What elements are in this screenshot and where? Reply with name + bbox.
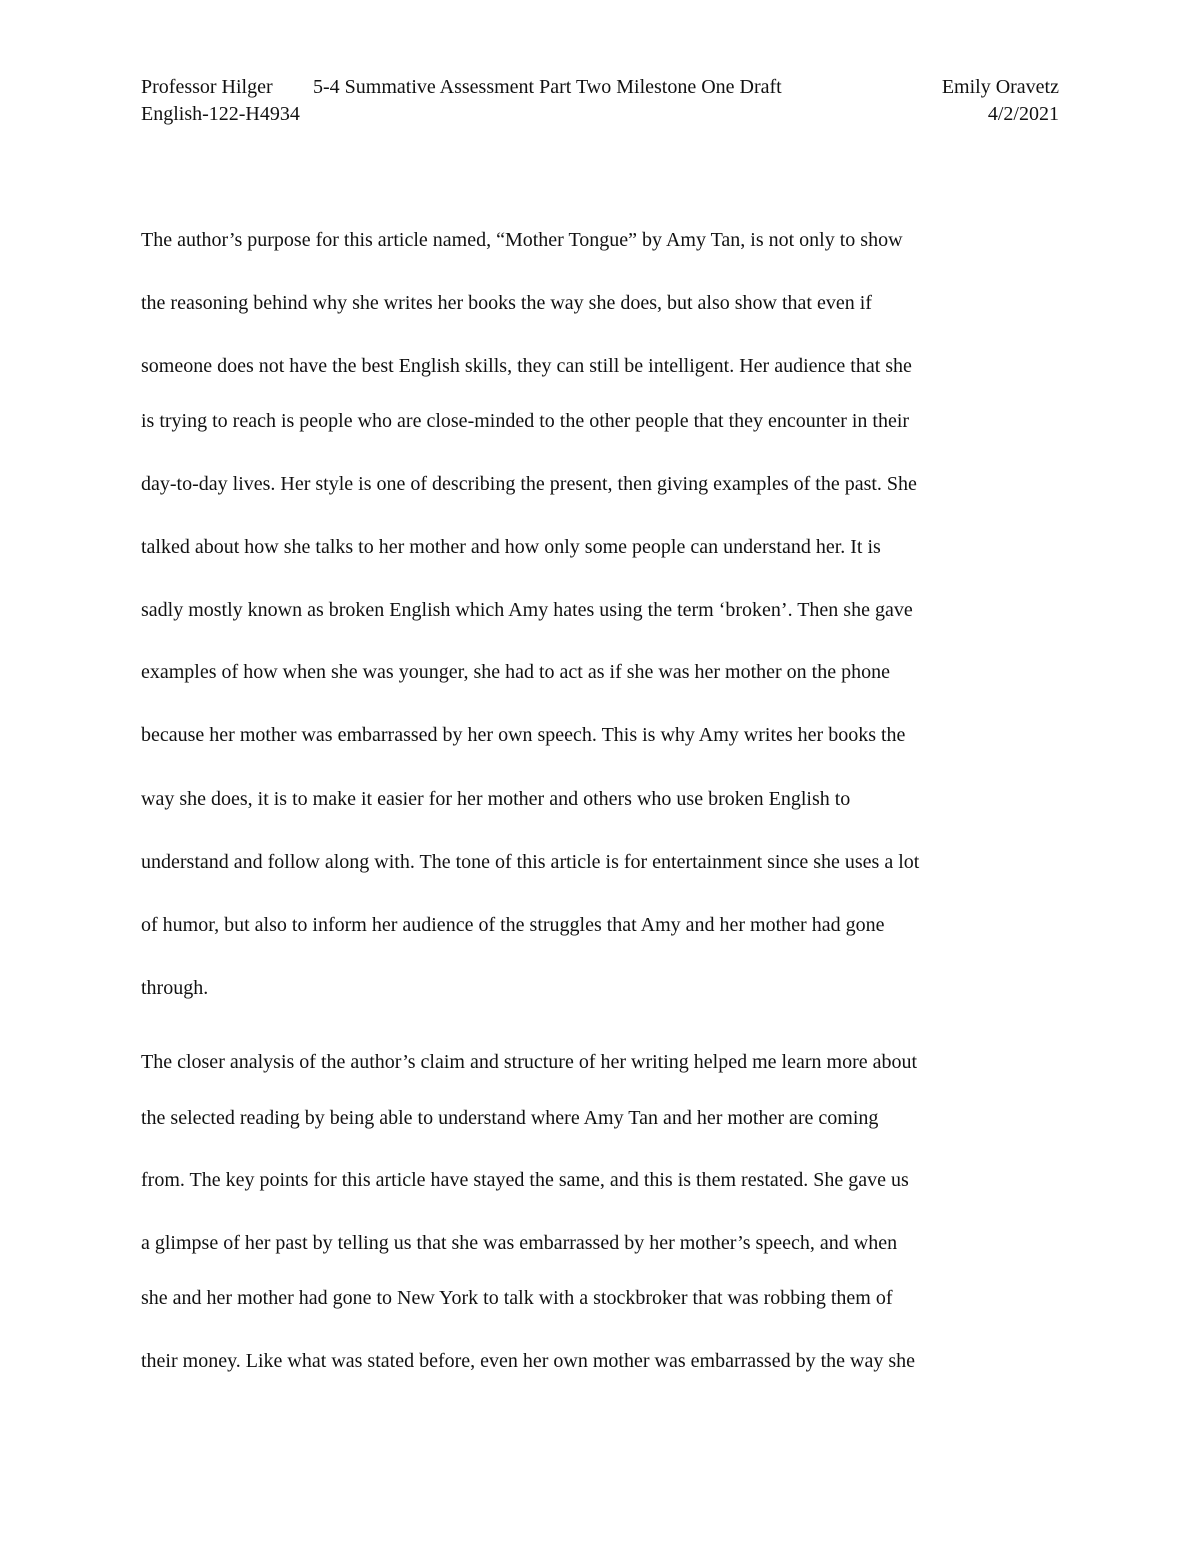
header-professor: Professor Hilger (141, 76, 273, 98)
paragraph-line: someone does not have the best English skills, they can still be intelligent. Her audience that she (141, 355, 912, 377)
paragraph-line: day-to-day lives. Her style is one of describing the present, then giving examples of the past. She (141, 473, 917, 495)
paragraph-line: understand and follow along with. The tone of this article is for entertainment since she uses a lot (141, 851, 920, 873)
paragraph-line: from. The key points for this article have stayed the same, and this is them restated. She gave us (141, 1169, 909, 1191)
paragraph-line: The author’s purpose for this article named, “Mother Tongue” by Amy Tan, is not only to show (141, 229, 903, 251)
paragraph-line: way she does, it is to make it easier for her mother and others who use broken English to (141, 788, 851, 810)
header-course: English-122-H4934 (141, 103, 300, 125)
paragraph-line: of humor, but also to inform her audience of the struggles that Amy and her mother had gone (141, 914, 885, 936)
paragraph-line: the selected reading by being able to understand where Amy Tan and her mother are coming (141, 1107, 879, 1129)
paragraph-line: their money. Like what was stated before, even her own mother was embarrassed by the way she (141, 1350, 915, 1372)
header-date: 4/2/2021 (987, 103, 1059, 125)
header-assignment-title: 5-4 Summative Assessment Part Two Milestone One Draft (313, 76, 782, 98)
paragraph-line: she and her mother had gone to New York to talk with a stockbroker that was robbing them of (141, 1287, 893, 1309)
paragraph-line: talked about how she talks to her mother and how only some people can understand her. It is (141, 536, 881, 558)
paragraph-line: sadly mostly known as broken English which Amy hates using the term ‘broken’. Then she gave (141, 599, 913, 621)
paragraph-line: the reasoning behind why she writes her books the way she does, but also show that even if (141, 292, 872, 314)
header-author: Emily Oravetz (941, 76, 1059, 98)
paragraph-line: through. (141, 977, 209, 999)
paragraph-line: a glimpse of her past by telling us that she was embarrassed by her mother’s speech, and when (141, 1232, 898, 1254)
paragraph-line: is trying to reach is people who are close-minded to the other people that they encounter in their (141, 410, 910, 432)
paragraph-line: because her mother was embarrassed by her own speech. This is why Amy writes her books the (141, 724, 906, 746)
paragraph-line: examples of how when she was younger, she had to act as if she was her mother on the phone (141, 661, 890, 683)
paragraph-line: The closer analysis of the author’s claim and structure of her writing helped me learn more about (141, 1051, 918, 1073)
